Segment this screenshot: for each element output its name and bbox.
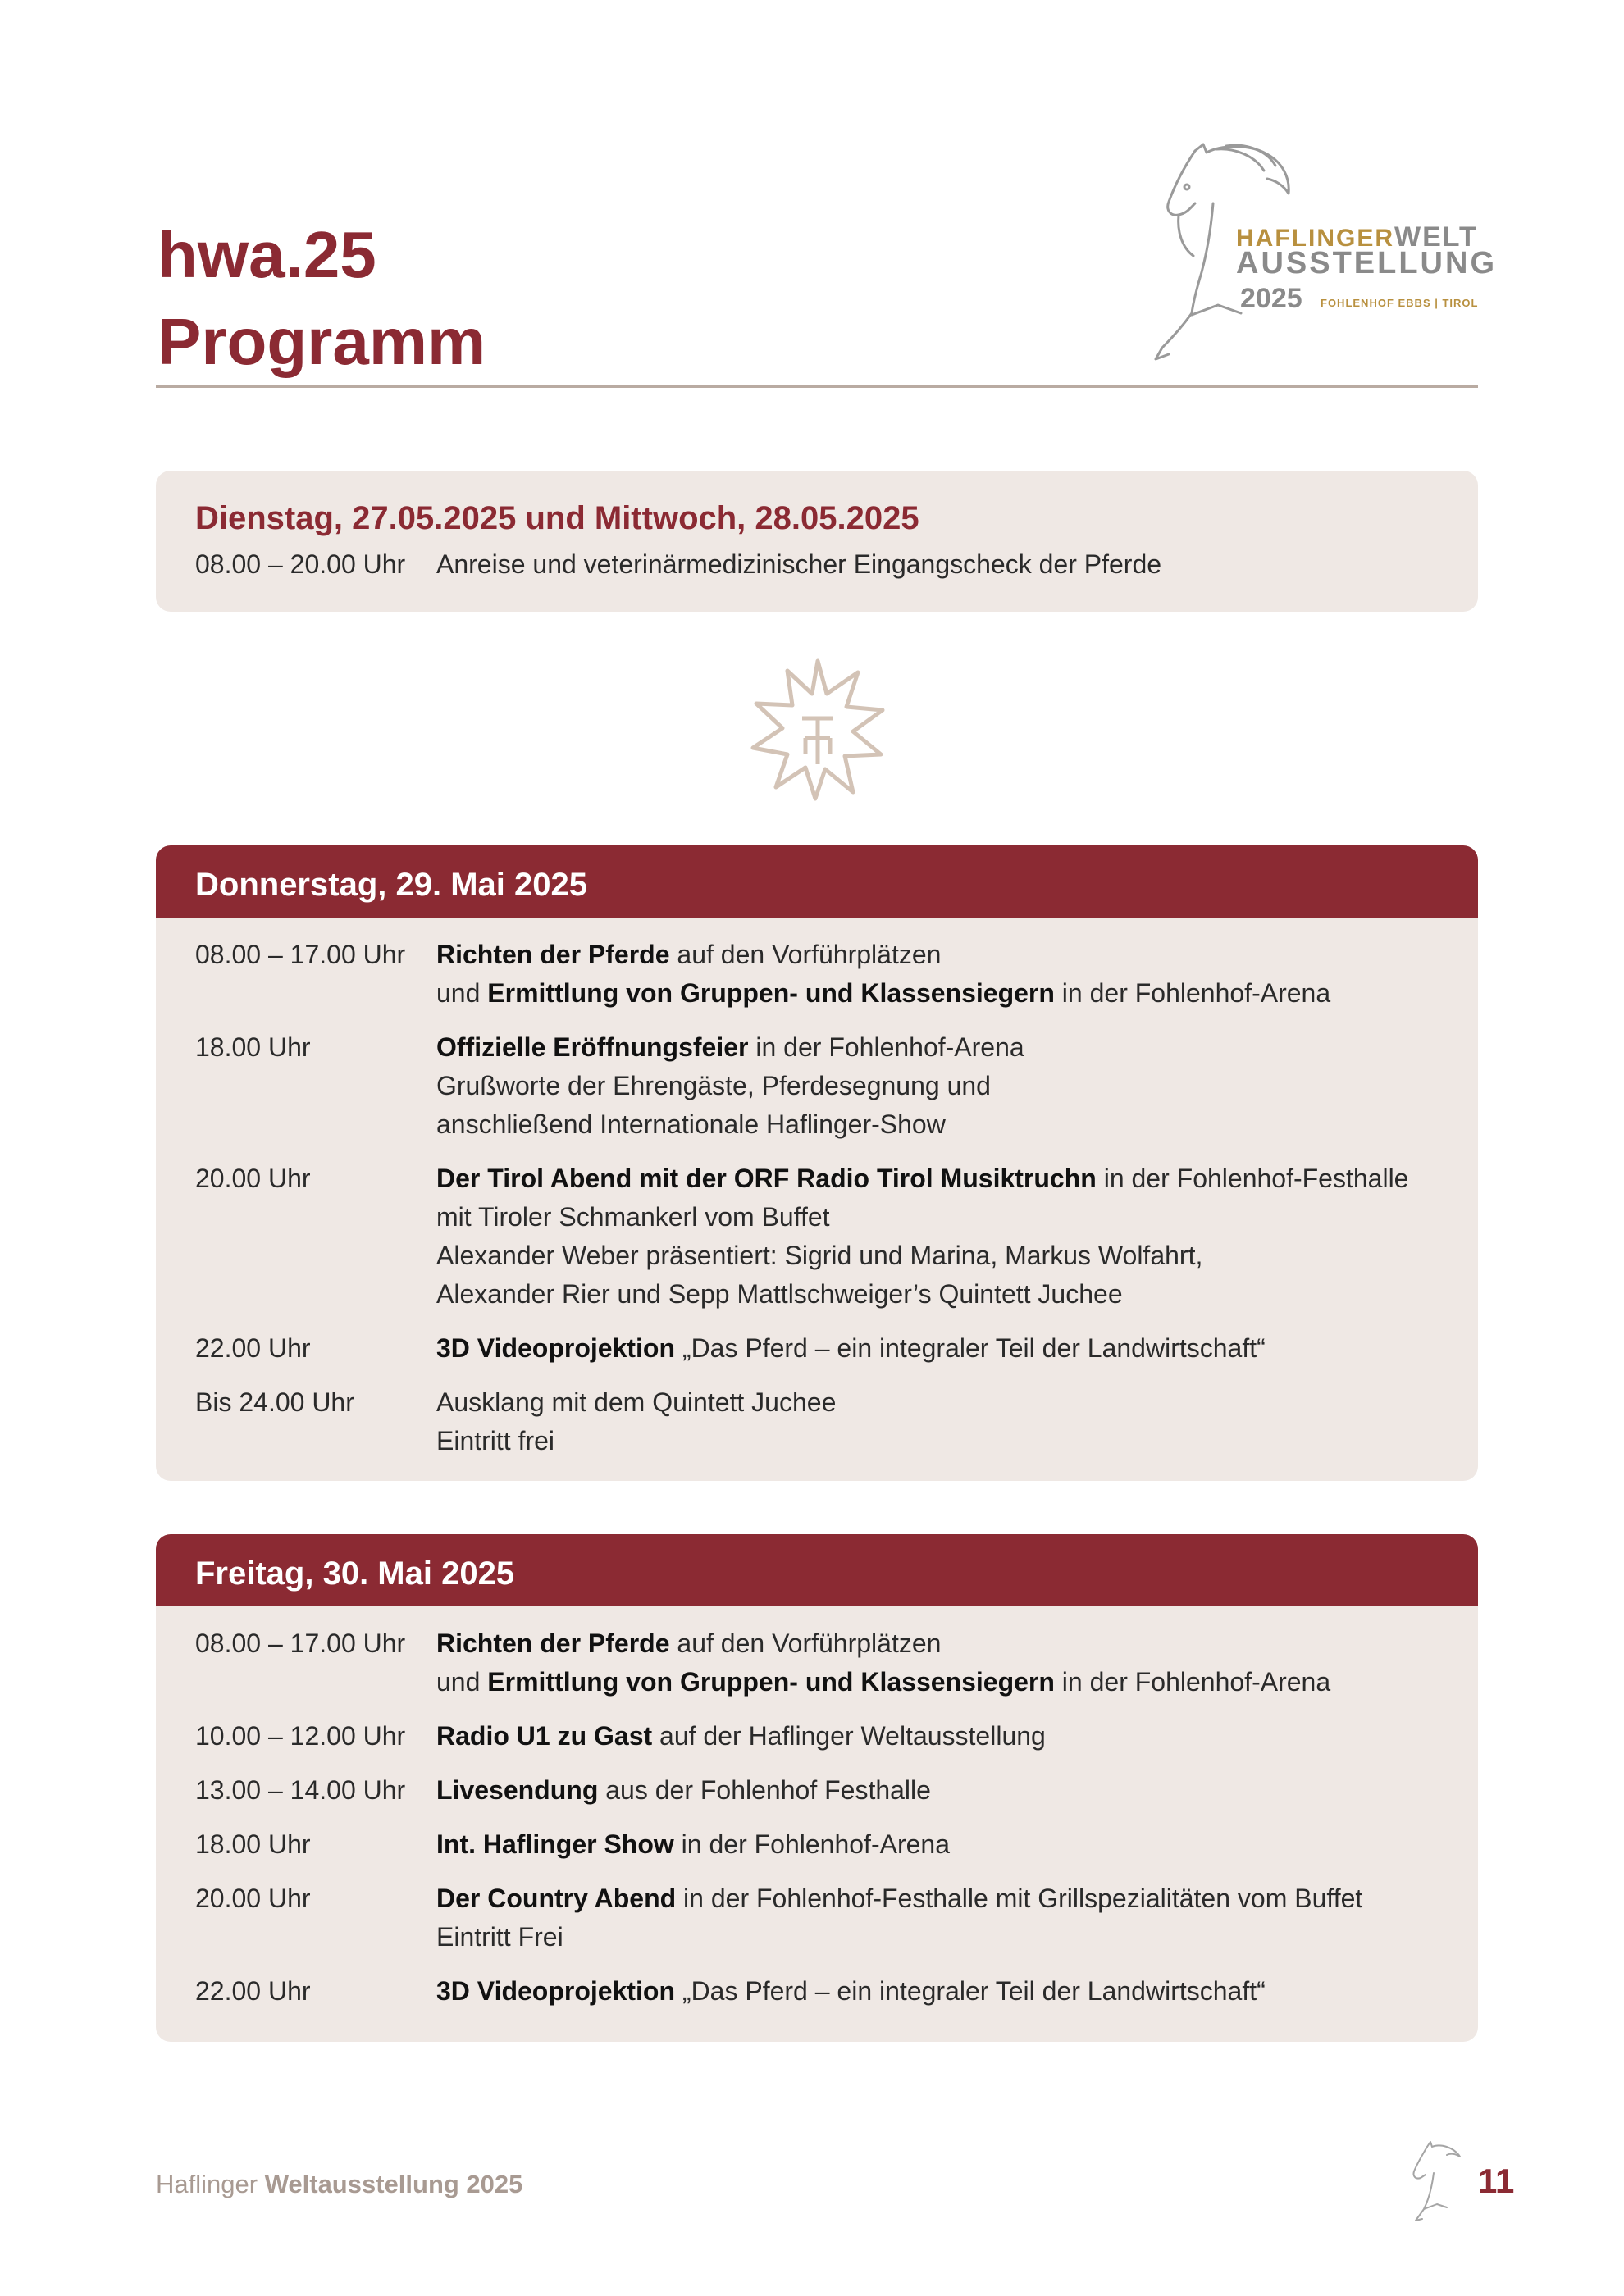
schedule-time: 20.00 Uhr <box>195 1884 311 1913</box>
schedule-time: 13.00 – 14.00 Uhr <box>195 1775 406 1805</box>
schedule-time: 08.00 – 17.00 Uhr <box>195 940 406 969</box>
schedule-time: 18.00 Uhr <box>195 1829 311 1859</box>
schedule-description: 3D Videoprojektion „Das Pferd – ein integraler Teil der Landwirtschaft“ <box>436 1333 1266 1363</box>
schedule-row <box>195 1329 1439 1368</box>
edelweiss-icon <box>745 653 891 804</box>
schedule-time: 10.00 – 12.00 Uhr <box>195 1721 406 1751</box>
thursday-panel <box>156 845 1478 1481</box>
footer-brand: Haflinger Weltausstellung 2025 <box>156 2170 523 2198</box>
page-title <box>157 212 486 385</box>
arrival-panel <box>156 471 1478 612</box>
title-line-1: hwa.25 <box>157 218 376 291</box>
logo-year-text: 2025 <box>1240 283 1302 314</box>
schedule-description: Der Tirol Abend mit der ORF Radio Tirol Musiktruchn in der Fohlenhof-Festhalle mit Tiroler Schmankerl vom Buffet Alexander Weber präsentiert: Sigrid und Marina, Markus Wolfahrt, Alexander Rier und Sepp Mattlschweiger’s Quintett Juchee <box>436 1164 1409 1309</box>
logo-ausstellung-text: AUSSTELLUNG <box>1236 246 1497 280</box>
schedule-description: Offizielle Eröffnungsfeier in der Fohlenhof-Arena Grußworte der Ehrengäste, Pferdesegnung und anschließend Internationale Haflinger-Show <box>436 1032 1024 1139</box>
schedule-time: 22.00 Uhr <box>195 1976 311 2006</box>
friday-day-heading: Freitag, 30. Mai 2025 <box>156 1534 1478 1606</box>
haflinger-logo <box>1144 133 1497 379</box>
schedule-time: 20.00 Uhr <box>195 1164 311 1193</box>
schedule-row <box>195 936 1439 1013</box>
schedule-row <box>195 1717 1439 1756</box>
schedule-row <box>195 1383 1439 1460</box>
arrival-text: Anreise und veterinärmedizinischer Eingangscheck der Pferde <box>436 549 1162 579</box>
footer-horse-icon <box>1403 2139 1468 2225</box>
arrival-time: 08.00 – 20.00 Uhr <box>195 549 406 579</box>
schedule-description: Radio U1 zu Gast auf der Haflinger Weltausstellung <box>436 1721 1046 1751</box>
friday-panel <box>156 1534 1478 2042</box>
schedule-description: Int. Haflinger Show in der Fohlenhof-Arena <box>436 1829 950 1859</box>
schedule-description: Richten der Pferde auf den Vorführplätzen und Ermittlung von Gruppen- und Klassensiegern in der Fohlenhof-Arena <box>436 940 1331 1008</box>
schedule-description: Richten der Pferde auf den Vorführplätzen und Ermittlung von Gruppen- und Klassensiegern in der Fohlenhof-Arena <box>436 1629 1331 1697</box>
schedule-time: 18.00 Uhr <box>195 1032 311 1062</box>
logo-place-text: FOHLENHOF EBBS | TIROL <box>1321 297 1479 309</box>
thursday-day-heading: Donnerstag, 29. Mai 2025 <box>156 845 1478 918</box>
schedule-row <box>195 1028 1439 1144</box>
schedule-description: 3D Videoprojektion „Das Pferd – ein integraler Teil der Landwirtschaft“ <box>436 1976 1266 2006</box>
page-number: 11 <box>1478 2162 1515 2200</box>
schedule-description: Livesendung aus der Fohlenhof Festhalle <box>436 1775 931 1805</box>
schedule-time: 22.00 Uhr <box>195 1333 311 1363</box>
schedule-time: Bis 24.00 Uhr <box>195 1387 354 1417</box>
logo-haflinger-text: HAFLINGERWELT <box>1236 221 1478 253</box>
schedule-row <box>195 1825 1439 1864</box>
edelweiss-emblem <box>745 653 891 804</box>
schedule-description: Der Country Abend in der Fohlenhof-Festhalle mit Grillspezialitäten vom Buffet Eintritt Frei <box>436 1884 1363 1952</box>
schedule-time: 08.00 – 17.00 Uhr <box>195 1629 406 1658</box>
arrival-day-heading: Dienstag, 27.05.2025 und Mittwoch, 28.05.2025 <box>195 500 919 536</box>
schedule-row <box>195 1624 1439 1702</box>
schedule-row <box>195 1972 1439 2011</box>
schedule-row <box>195 1879 1439 1957</box>
schedule-description: Ausklang mit dem Quintett Juchee Eintritt frei <box>436 1387 837 1456</box>
friday-schedule <box>156 1606 1478 2011</box>
schedule-row <box>195 1159 1439 1314</box>
schedule-row <box>195 1771 1439 1810</box>
arrival-row <box>195 546 1161 582</box>
header-divider <box>156 385 1478 388</box>
thursday-schedule <box>156 918 1478 1460</box>
title-line-2: Programm <box>157 305 486 378</box>
